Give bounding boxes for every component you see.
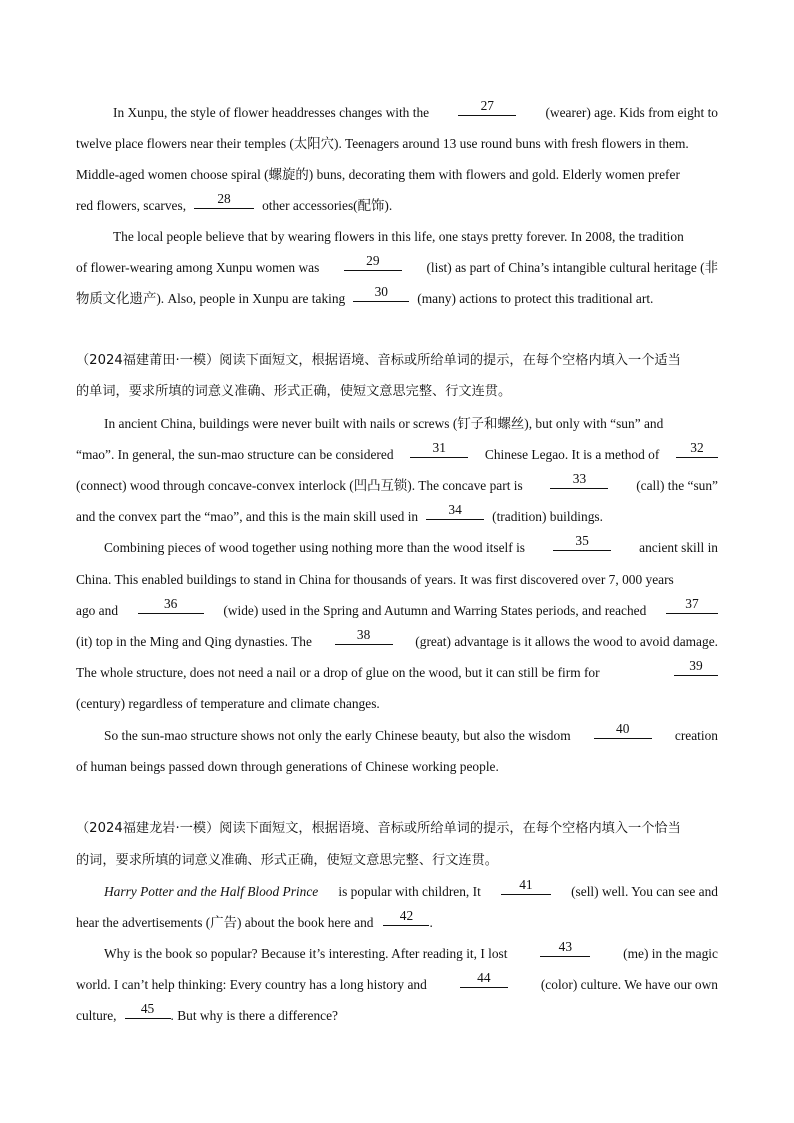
text-segment: . But why is there a difference?: [170, 1008, 338, 1023]
passage-line: [76, 564, 718, 595]
passage-line: [76, 751, 718, 782]
answer-blank-34[interactable]: 34: [426, 501, 484, 520]
passage-line: [76, 252, 718, 283]
text-segment: In ancient China, buildings were never built with nails or screws (钉子和螺丝), but only with “sun” and: [104, 416, 664, 431]
passage-line: [76, 1000, 718, 1031]
text-segment: The local people believe that by wearing flowers in this life, one stays pretty forever. In 2008, the tradition: [113, 229, 684, 244]
text-segment: world. I can’t help thinking: Every country has a long history and: [76, 977, 427, 992]
passage-line: [76, 128, 718, 159]
text-segment: .: [429, 915, 433, 930]
passage-line: [76, 439, 718, 470]
section-instruction: [76, 845, 718, 876]
answer-blank-28[interactable]: 28: [194, 190, 254, 209]
passage-line: [76, 969, 718, 1000]
passage-line: [76, 595, 718, 626]
answer-blank-35[interactable]: 35: [553, 532, 611, 551]
text-segment: (connect) wood through concave-convex interlock (凹凸互锁). The concave part is: [76, 478, 523, 493]
text-segment: (wide) used in the Spring and Autumn and Warring States periods, and reached: [223, 603, 647, 618]
text-segment: (great) advantage is it allows the wood to avoid damage.: [415, 634, 718, 649]
text-segment: (it) top in the Ming and Qing dynasties. The: [76, 634, 312, 649]
text-segment: “mao”. In general, the sun-mao structure can be considered: [76, 447, 394, 462]
text-segment: other accessories(配饰).: [262, 198, 393, 213]
passage-line: [76, 501, 718, 532]
answer-blank-42[interactable]: 42: [383, 907, 429, 926]
text-segment: (century) regardless of temperature and climate changes.: [76, 696, 380, 711]
text-segment: of human beings passed down through generations of Chinese working people.: [76, 759, 499, 774]
text-segment: red flowers, scarves,: [76, 198, 187, 213]
text-segment: is popular with children, It: [338, 884, 481, 899]
text-segment: In Xunpu, the style of flower headdresses changes with the: [113, 105, 430, 120]
answer-blank-29[interactable]: 29: [344, 252, 402, 271]
instruction-text: （2024福建莆田·一模）阅读下面短文，根据语境、音标或所给单词的提示，在每个空格内填入一个适当: [76, 353, 681, 368]
passage-line: [104, 938, 718, 969]
answer-blank-37[interactable]: 37: [666, 595, 718, 614]
text-segment: creation: [674, 728, 718, 743]
answer-blank-44[interactable]: 44: [460, 969, 508, 988]
passage-line: [76, 283, 718, 314]
instruction-text: 的单词，要求所填的词意义准确、形式正确，使短文意思完整、行文连贯。: [76, 384, 512, 399]
text-segment: Chinese Legao. It is a method of: [484, 447, 660, 462]
instruction-text: （2024福建龙岩·一模）阅读下面短文，根据语境、音标或所给单词的提示，在每个空格内填入一个恰当: [76, 821, 681, 836]
passage-line: [104, 720, 718, 751]
text-segment: (sell) well. You can see and: [571, 884, 718, 899]
answer-blank-40[interactable]: 40: [594, 720, 652, 739]
passage-line: [76, 907, 718, 938]
text-segment: and the convex part the “mao”, and this is the main skill used in: [76, 509, 419, 524]
passage-line: [113, 221, 718, 252]
passage-line: [113, 97, 718, 128]
text-segment: (call) the “sun”: [636, 478, 718, 493]
passage-line: [76, 657, 718, 688]
section-instruction: [76, 345, 718, 376]
text-segment: The whole structure, does not need a nail or a drop of glue on the wood, but it can still be firm for: [76, 665, 600, 680]
section-instruction: [76, 376, 718, 407]
passage-line: [104, 408, 718, 439]
text-segment: (wearer) age. Kids from eight to: [545, 105, 718, 120]
text-segment: Why is the book so popular? Because it’s interesting. After reading it, I lost: [104, 946, 508, 961]
answer-blank-45[interactable]: 45: [125, 1000, 171, 1019]
text-segment: twelve place flowers near their temples (太阳穴). Teenagers around 13 use round buns with fresh flowers in them.: [76, 136, 689, 151]
answer-blank-36[interactable]: 36: [138, 595, 204, 614]
text-segment: Combining pieces of wood together using nothing more than the wood itself is: [104, 540, 526, 555]
text-segment: culture,: [76, 1008, 117, 1023]
answer-blank-38[interactable]: 38: [335, 626, 393, 645]
text-segment: of flower-wearing among Xunpu women was: [76, 260, 320, 275]
section-instruction: [76, 813, 718, 844]
passage-line: [104, 876, 718, 907]
text-segment: ago and: [76, 603, 119, 618]
text-segment: ancient skill in: [639, 540, 718, 555]
passage-line: [76, 688, 718, 719]
text-segment: (color) culture. We have our own: [540, 977, 718, 992]
text-segment: hear the advertisements (广告) about the book here and: [76, 915, 374, 930]
text-segment: China. This enabled buildings to stand in China for thousands of years. It was first discovered over 7, 000 years: [76, 572, 674, 587]
passage-line: [76, 626, 718, 657]
text-segment: 物质文化遗产). Also, people in Xunpu are taking: [76, 291, 346, 306]
passage-line: [76, 159, 718, 190]
passage-line: [76, 190, 718, 221]
answer-blank-41[interactable]: 41: [501, 876, 551, 895]
book-title: Harry Potter and the Half Blood Prince: [104, 884, 319, 899]
passage-line: [76, 470, 718, 501]
answer-blank-27[interactable]: 27: [458, 97, 516, 116]
text-segment: So the sun-mao structure shows not only the early Chinese beauty, but also the wisdom: [104, 728, 571, 743]
passage-line: [104, 532, 718, 563]
instruction-text: 的词，要求所填的词意义准确、形式正确，使短文意思完整、行文连贯。: [76, 853, 498, 868]
text-segment: Middle-aged women choose spiral (螺旋的) buns, decorating them with flowers and gold. Elderly women prefer: [76, 167, 680, 182]
answer-blank-31[interactable]: 31: [410, 439, 468, 458]
answer-blank-32[interactable]: 32: [676, 439, 718, 458]
answer-blank-43[interactable]: 43: [540, 938, 590, 957]
answer-blank-39[interactable]: 39: [674, 657, 718, 676]
answer-blank-33[interactable]: 33: [550, 470, 608, 489]
text-segment: (me) in the magic: [623, 946, 718, 961]
text-segment: (list) as part of China’s intangible cultural heritage (非: [426, 260, 718, 275]
text-segment: (many) actions to protect this traditional art.: [417, 291, 654, 306]
text-segment: (tradition) buildings.: [492, 509, 603, 524]
answer-blank-30[interactable]: 30: [353, 283, 409, 302]
